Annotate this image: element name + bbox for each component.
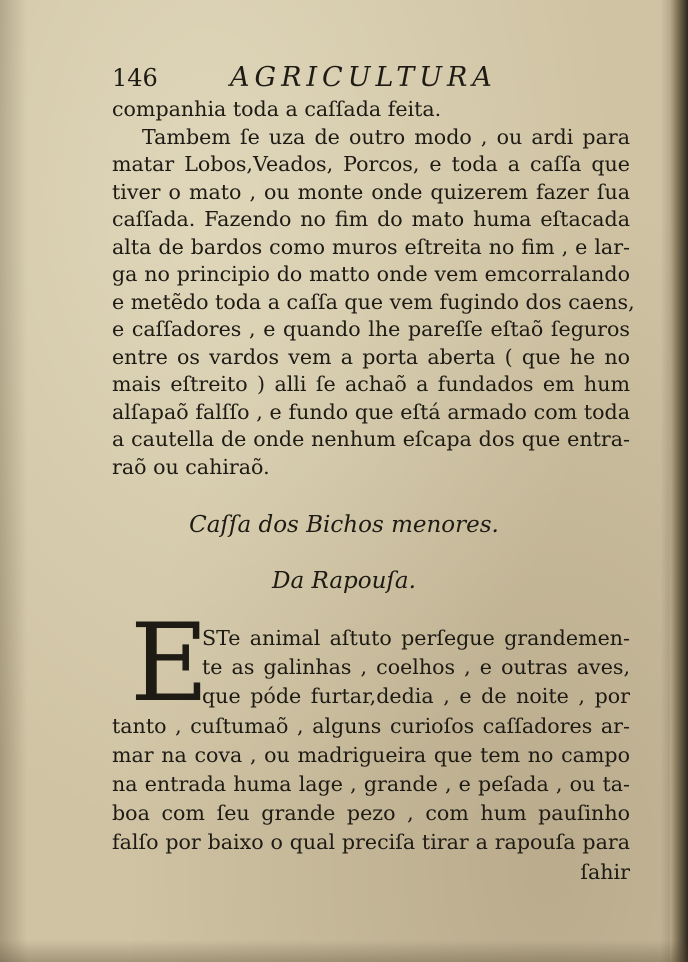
page-number: 146 (112, 64, 158, 92)
text-line: mais eſtreito ) alli ſe achaõ a fundados em hum (112, 372, 630, 396)
paragraph-2-text (112, 624, 630, 887)
subheading: Da Rapouſa. (272, 568, 416, 594)
text-line: matar Lobos,Veados, Porcos, e toda a caſſa que (112, 152, 630, 176)
text-line: companhia toda a caſſada feita. (112, 97, 442, 121)
section-heading: Caſſa dos Bichos menores. (189, 512, 499, 538)
paragraph-2 (112, 601, 630, 884)
text-line: Tambem ſe uza de outro modo , ou ardi para (142, 124, 630, 149)
text-line: tanto , cuſtumaõ , alguns curioſos caſſadores ar- (112, 713, 630, 738)
text-line: ga no principio do matto onde vem emcorralando (112, 262, 630, 286)
text-line: alta de bardos como muros eſtreita no fim , e lar- (112, 234, 630, 259)
page-edge (670, 0, 688, 962)
text-line: entre os vardos vem a porta aberta ( que he no (112, 344, 630, 369)
text-line: mar na cova , ou madrigueira que tem no campo (112, 742, 630, 767)
running-title: AGRICULTURA (230, 62, 497, 93)
text-line: boa com ſeu grande pezo , com hum pauſinho (112, 801, 630, 826)
catchword: ſahir (580, 859, 630, 884)
page-header (112, 62, 552, 98)
page-bottom-shadow (0, 940, 688, 962)
text-line: e metẽdo toda a caſſa que vem fugindo dos caens, (112, 289, 635, 314)
text-line: a cautella de onde nenhum eſcapa dos que entra- (112, 427, 630, 451)
text-line: raõ ou cahiraõ. (112, 454, 270, 479)
text-line: alſapaõ falſſo , e fundo que eſtá armado com toda (112, 399, 630, 424)
text-line: te as galinhas , coelhos , e outras aves, (202, 655, 630, 680)
text-line: falſo por baixo o qual preciſa tirar a rapouſa para (112, 830, 630, 855)
text-line: e caſſadores , e quando lhe pareſſe eſtaõ ſeguros (112, 317, 630, 341)
text-line: STe animal aſtuto perſegue grandemen- (202, 626, 630, 650)
text-line: que póde furtar,dedia , e de noite , por (202, 684, 630, 709)
text-line: tiver o mato , ou monte onde quizerem fazer ſua (112, 179, 630, 204)
text-line: na entrada huma lage , grande , e peſada , ou ta- (112, 771, 630, 796)
paragraph-1 (112, 96, 635, 481)
text-line: caſſada. Fazendo no fim do mato huma eſtacada (112, 207, 630, 231)
drop-cap-letter: E (130, 601, 209, 726)
